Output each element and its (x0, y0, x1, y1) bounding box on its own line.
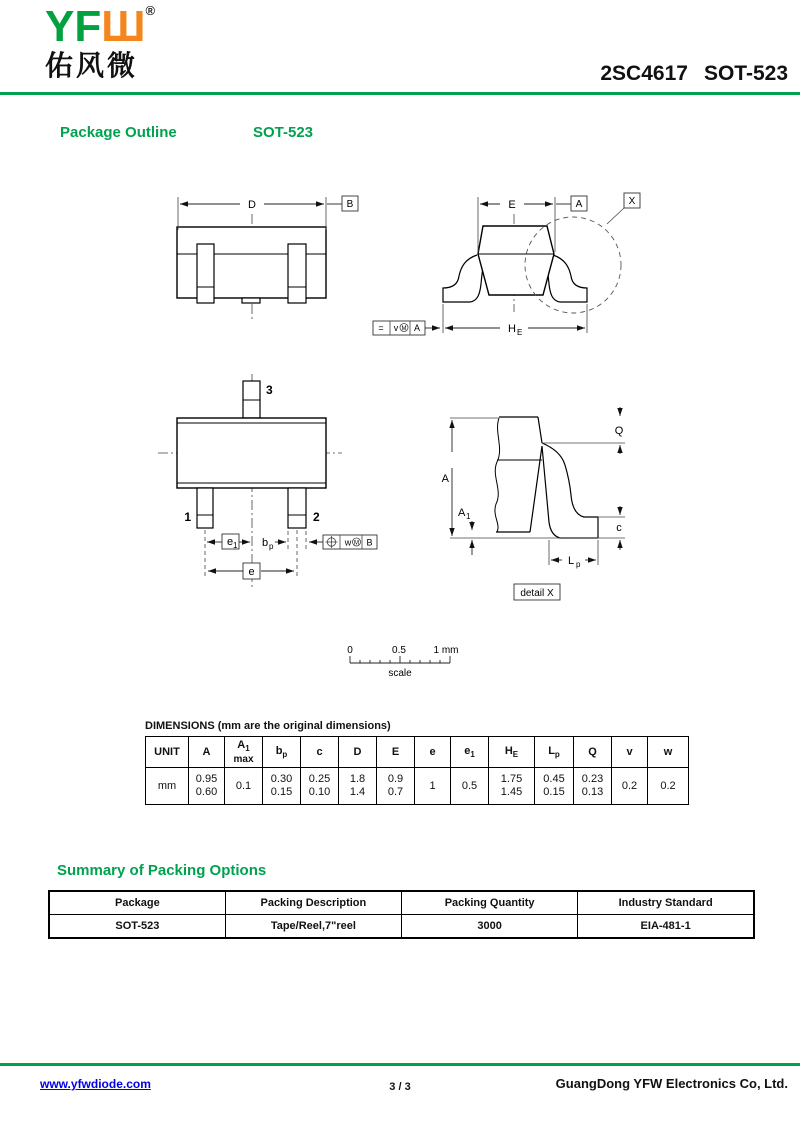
col-header-a1: $A_1$ max (225, 737, 263, 768)
cell-a: 0.95 0.60 (189, 768, 225, 805)
packing-cell-quantity: 3000 (402, 915, 578, 939)
col-header-c: c (301, 737, 339, 768)
scale-tick-1: 1 mm (433, 645, 459, 656)
dim-box-e1 (222, 534, 239, 550)
dim-label-c: c (616, 522, 622, 534)
svg-text:B: B (366, 537, 373, 548)
col-header-he: $H_E$ (489, 737, 535, 768)
footer-divider (0, 1063, 800, 1066)
dim-label-a: A (441, 473, 449, 485)
tolerance-frame-v (373, 321, 440, 335)
col-header-a: A (189, 737, 225, 768)
pin-2-label: 2 (313, 510, 320, 524)
yfw-logo (45, 4, 155, 80)
svg-text:X: X (628, 196, 636, 207)
cell-e: 1 (415, 768, 451, 805)
dim-label-lp: L (568, 555, 575, 567)
svg-text:detail X: detail X (520, 588, 554, 599)
svg-text:A: A (575, 199, 583, 210)
packing-col-package: Package (49, 891, 225, 915)
col-header-v: v (612, 737, 648, 768)
datum-box-a (571, 196, 587, 211)
detail-x-caption (514, 584, 560, 600)
symmetry-symbol-icon: = (378, 323, 384, 333)
dimensions-table-title: DIMENSIONS (mm are the original dimensions) (145, 720, 391, 732)
top-view (177, 196, 358, 320)
pin-1-label: 1 (184, 510, 191, 524)
logo-chinese-name: 佑风微 (45, 50, 139, 81)
scale-tick-0: 0 (347, 645, 353, 656)
dim-box-e (243, 563, 260, 579)
packing-cell-standard: EIA-481-1 (578, 915, 754, 939)
page-number: 3 / 3 (389, 1081, 411, 1093)
col-header-e1: $e_1$ (451, 737, 489, 768)
m-modifier-icon: M (354, 540, 359, 547)
svg-text:w: w (344, 537, 352, 548)
package-outline-title: Package Outline (60, 124, 177, 141)
tolerance-frame-w (309, 535, 377, 549)
col-header-lp: $L_p$ (535, 737, 574, 768)
logo-yf-text: YF (45, 2, 102, 51)
scale-tick-05: 0.5 (392, 645, 406, 656)
svg-text:A: A (413, 323, 421, 333)
packing-col-standard: Industry Standard (578, 891, 754, 915)
dim-label-e: E (508, 199, 516, 211)
col-header-w: w (648, 737, 689, 768)
website-link[interactable]: www.yfwdiode.com (40, 1077, 151, 1091)
cell-d: 1.8 1.4 (339, 768, 377, 805)
packing-cell-description: Tape/Reel,7"reel (225, 915, 401, 939)
dimensions-value-row (146, 768, 689, 805)
col-header-bp: $b_p$ (263, 737, 301, 768)
front-view (158, 374, 377, 588)
header-divider (0, 92, 800, 95)
registered-mark-icon: ® (145, 3, 156, 18)
svg-text:e: e (227, 536, 234, 548)
svg-text:1: 1 (233, 541, 238, 550)
col-header-q: Q (574, 737, 612, 768)
svg-text:v: v (393, 323, 399, 333)
svg-text:B: B (346, 199, 354, 210)
datum-box-b (342, 196, 358, 211)
dim-label-q: Q (614, 425, 624, 437)
cell-v: 0.2 (612, 768, 648, 805)
col-header-e-big: E (377, 737, 415, 768)
packing-col-quantity: Packing Quantity (402, 891, 578, 915)
col-header-d: D (339, 737, 377, 768)
dim-label-he-sub: E (517, 328, 523, 337)
dim-label-bp-sub: p (269, 542, 274, 551)
package-code: SOT-523 (703, 62, 788, 85)
logo-w-glyph: Ш (101, 2, 146, 51)
cell-a1: 0.1 (225, 768, 263, 805)
page-title (600, 62, 788, 86)
packing-options-table (48, 890, 755, 939)
cell-e1: 0.5 (451, 768, 489, 805)
part-number: 2SC4617 (600, 62, 688, 85)
packing-cell-package: SOT-523 (49, 915, 225, 939)
detail-x-view (442, 407, 625, 600)
col-header-unit: UNIT (146, 737, 189, 768)
packing-header-row (49, 891, 754, 915)
packing-options-title: Summary of Packing Options (57, 862, 267, 879)
cell-w: 0.2 (648, 768, 689, 805)
pin-3-label: 3 (266, 383, 273, 397)
dim-label-a1: A (458, 507, 466, 519)
dimensions-header-row (146, 737, 689, 768)
cell-e-big: 0.9 0.7 (377, 768, 415, 805)
dim-label-he: H (508, 323, 516, 335)
scale-label: scale (388, 668, 412, 679)
packing-col-description: Packing Description (225, 891, 401, 915)
dim-label-d: D (248, 199, 256, 211)
dim-label-a1-sub: 1 (466, 512, 471, 521)
package-outline-drawing (0, 160, 800, 700)
cell-bp: 0.30 0.15 (263, 768, 301, 805)
scale-bar (347, 645, 458, 679)
side-view (373, 193, 640, 337)
company-name: GuangDong YFW Electronics Co, Ltd. (555, 1076, 788, 1091)
package-outline-name: SOT-523 (253, 124, 314, 141)
cell-he: 1.75 1.45 (489, 768, 535, 805)
detail-ref-box-x (624, 193, 640, 208)
dim-label-bp: b (262, 537, 269, 549)
svg-text:e: e (248, 566, 255, 578)
packing-value-row (49, 915, 754, 939)
dim-label-lp-sub: p (576, 560, 581, 569)
dimensions-table (145, 736, 689, 805)
cell-unit: mm (146, 768, 189, 805)
m-modifier-icon: M (401, 326, 407, 332)
cell-q: 0.23 0.13 (574, 768, 612, 805)
col-header-e: e (415, 737, 451, 768)
cell-lp: 0.45 0.15 (535, 768, 574, 805)
cell-c: 0.25 0.10 (301, 768, 339, 805)
